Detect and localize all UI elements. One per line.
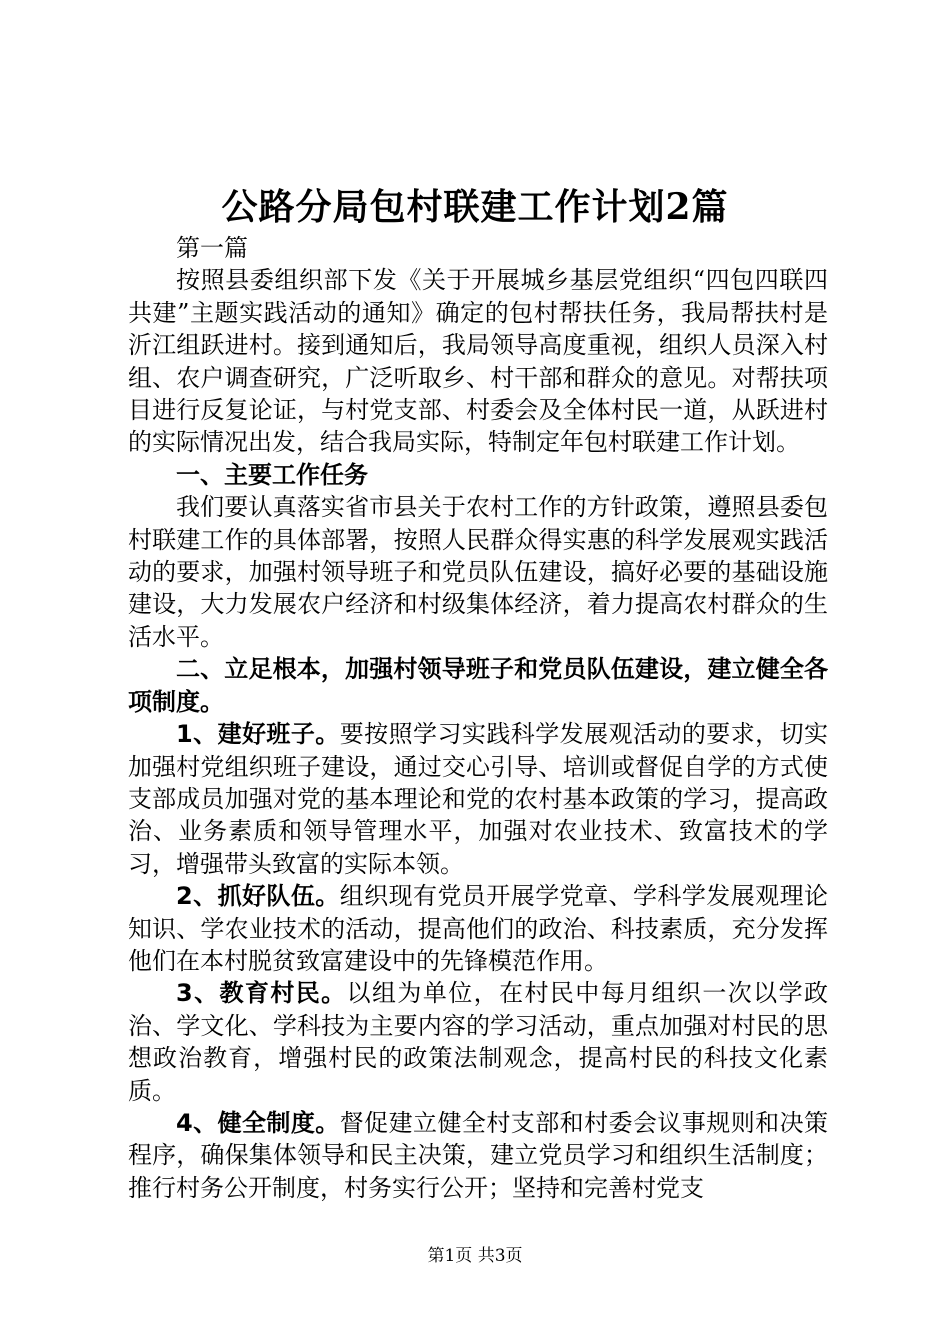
- item-2: [128, 880, 828, 977]
- item-3: [128, 977, 828, 1107]
- item-1-lead: 1、建好班子。: [176, 720, 340, 749]
- item-3-text: 以组为单位，在村民中每月组织一次以学政治、学文化、学科技为主要内容的学习活动，重点加强对村民的思想政治教育，增强村民的政策法制观念，提高村民的科技文化素质。: [128, 979, 829, 1105]
- item-1: [128, 718, 828, 880]
- item-1-text: 要按照学习实践科学发展观活动的要求，切实加强村党组织班子建设，通过交心引导、培训或督促自学的方式使支部成员加强对党的基本理论和党的农村基本政策的学习，提高政治、业务素质和领导管理水平，加强对农业技术、致富技术的学习，增强带头致富的实际本领。: [128, 720, 829, 878]
- item-2-text: 组织现有党员开展学党章、学科学发展观理论知识、学农业技术的活动，提高他们的政治、科技素质，充分发挥他们在本村脱贫致富建设中的先锋模范作用。: [128, 882, 829, 975]
- document-body: [128, 232, 828, 1204]
- section-heading-2: 二、立足根本，加强村领导班子和党员队伍建设，建立健全各项制度。: [128, 655, 828, 716]
- item-4-lead: 4、健全制度。: [176, 1108, 340, 1137]
- section-heading-1: 一、主要工作任务: [176, 460, 368, 489]
- paragraph-1: 我们要认真落实省市县关于农村工作的方针政策，遵照县委包村联建工作的具体部署，按照人民群众得实惠的科学发展观实践活动的要求，加强村领导班子和党员队伍建设，搞好必要的基础设施建设，大力发展农户经济和村级集体经济，着力提高农村群众的生活水平。: [128, 493, 828, 651]
- item-3-lead: 3、教育村民。: [176, 979, 347, 1008]
- item-4: [128, 1107, 828, 1204]
- document-title: 公路分局包村联建工作计划2篇: [221, 186, 729, 228]
- page-number: 第1页 共3页: [427, 1246, 523, 1266]
- section-label: 第一篇: [176, 234, 248, 262]
- item-4-text: 督促建立健全村支部和村委会议事规则和决策程序，确保集体领导和民主决策，建立党员学习和组织生活制度；推行村务公开制度，村务实行公开；坚持和完善村党支: [128, 1108, 829, 1202]
- item-2-lead: 2、抓好队伍。: [176, 882, 340, 911]
- intro-paragraph: 按照县委组织部下发《关于开展城乡基层党组织“四包四联四共建”主题实践活动的通知》确定的包村帮扶任务，我局帮扶村是沂江组跃进村。接到通知后，我局领导高度重视，组织人员深入村组、农户调查研究，广泛听取乡、村干部和群众的意见。对帮扶项目进行反复论证，与村党支部、村委会及全体村民一道，从跃进村的实际情况出发，结合我局实际，特制定年包村联建工作计划。: [128, 266, 828, 457]
